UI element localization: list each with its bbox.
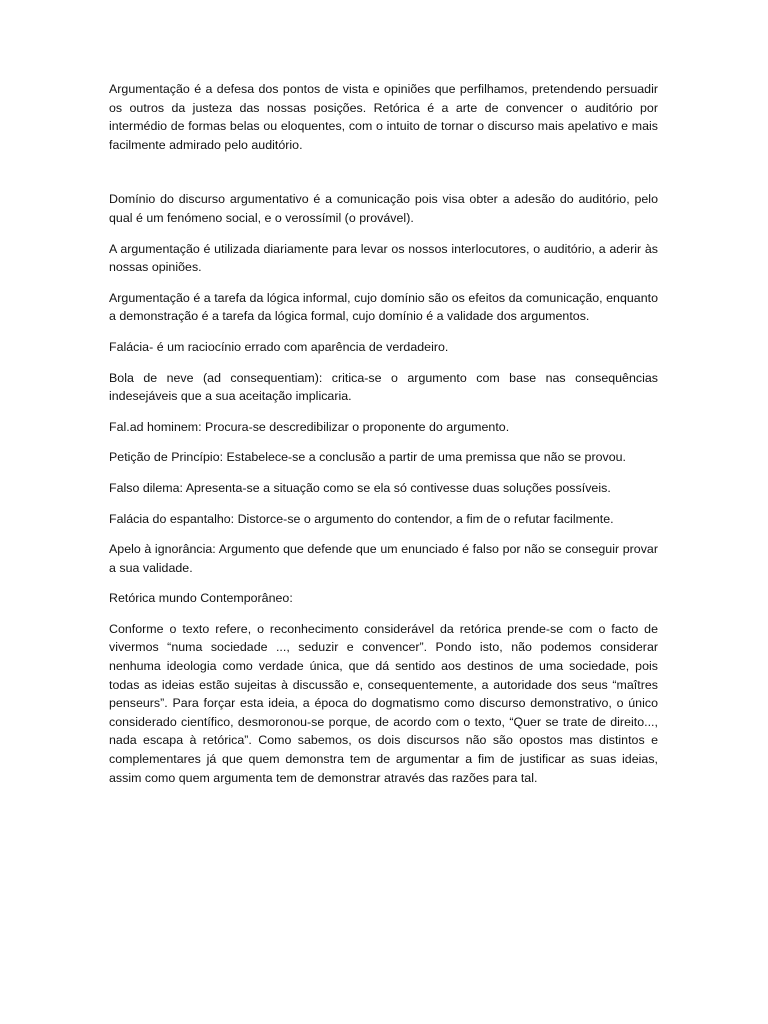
paragraph-peticao-principio: Petição de Princípio: Estabelece-se a conclusão a partir de uma premissa que não se provou. [109, 450, 627, 465]
paragraph-logica-informal: Argumentação é a tarefa da lógica informal, cujo domínio são os efeitos da comunicação, enquanto a demonstração é a tarefa da lógica formal, cujo domínio é a validade dos argumentos. [109, 290, 658, 324]
paragraph-argumentacao-definition: Argumentação é a defesa dos pontos de vista e opiniões que perfilhamos, pretendendo persuadir os outros da justeza das nossas posições. Retórica é a arte de convencer o auditório por intermédio de formas belas ou eloquentes, com o intuito de tornar o discurso mais apelativo e mais facilmente admirado pelo auditório. [109, 82, 658, 152]
paragraph-espantalho: Falácia do espantalho: Distorce-se o argumento do contendor, a fim de o refutar facilmente. [109, 511, 614, 526]
paragraph-bola-de-neve: Bola de neve (ad consequentiam): critica-se o argumento com base nas consequências indesejáveis que a sua aceitação implicaria. [109, 370, 658, 404]
paragraph-apelo-ignorancia: Apelo à ignorância: Argumento que defende que um enunciado é falso por não se conseguir provar a sua validade. [109, 542, 658, 575]
paragraph-falacia: Falácia- é um raciocínio errado com aparência de verdadeiro. [109, 339, 449, 354]
paragraph-retorica-contemporaneo: Conforme o texto refere, o reconhecimento considerável da retórica prende-se com o facto de vivermos “numa sociedade ..., seduzir e convencer”. Pondo isto, não podemos considerar nenhuma ideologia como verdade única, que dá sentido aos destinos de uma sociedade, pois todas as ideias estão sujeitas à discussão e, consequentemente, a autoridade dos seus “maîtres penseurs”. Para forçar esta ideia, a época do dogmatismo como discurso demonstrativo, o único considerado científico, desmoronou-se porque, de acordo com o texto, “Quer se trate de direito..., nada escapa à retórica”. Como sabemos, os dois discursos não são opostos mas distintos e complementares já que quem demonstra tem de argumentar a fim de justificar as suas ideias, assim como quem argumenta tem de demonstrar através das razões para tal. [109, 621, 658, 785]
document-page [109, 80, 658, 799]
paragraph-argumentacao-uso: A argumentação é utilizada diariamente para levar os nossos interlocutores, o auditório, a aderir às nossas opiniões. [109, 241, 658, 275]
paragraph-ad-hominem: Fal.ad hominem: Procura-se descredibilizar o proponente do argumento. [109, 419, 510, 434]
section-heading-retorica: Retórica mundo Contemporâneo: [109, 591, 293, 606]
paragraph-dominio-discurso: Domínio do discurso argumentativo é a comunicação pois visa obter a adesão do auditório, pelo qual é um fenómeno social, e o verossímil (o provável). [109, 192, 658, 225]
paragraph-falso-dilema: Falso dilema: Apresenta-se a situação como se ela só contivesse duas soluções possíveis. [109, 480, 611, 495]
